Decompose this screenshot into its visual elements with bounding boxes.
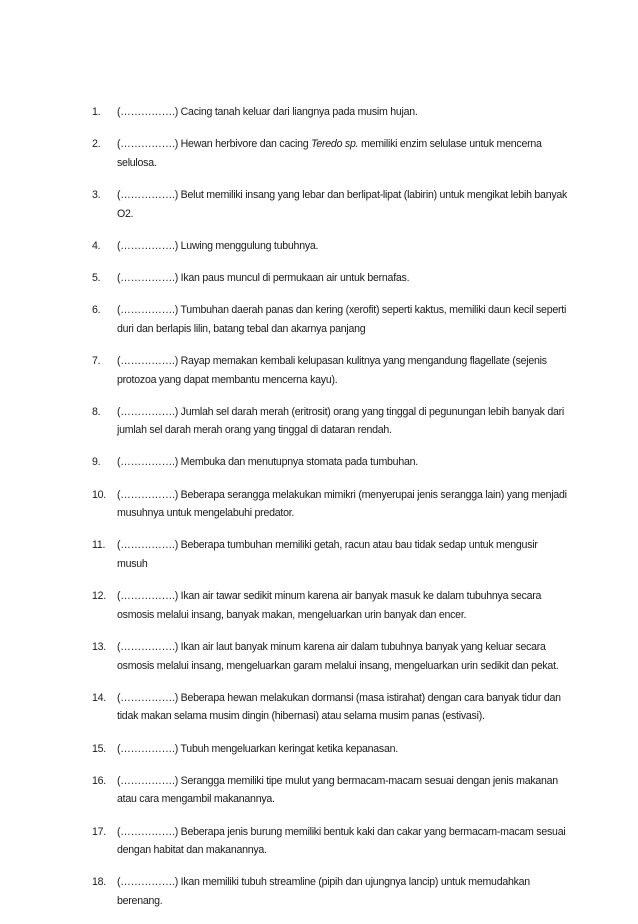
item-text: (…………….) Ikan paus muncul di permukaan air untuk bernafas. (117, 271, 410, 284)
item-number: 13. (92, 641, 106, 653)
list-item (92, 873, 570, 910)
list-item (92, 536, 570, 573)
item-number: 15. (92, 742, 106, 755)
item-number: 16. (92, 774, 106, 787)
question-list (92, 103, 570, 924)
item-text: (…………….) Cacing tanah keluar dari liangnya pada musim hujan. (117, 106, 418, 118)
item-text: (…………….) Ikan memiliki tubuh streamline (pipih dan ujungnya lancip) untuk memudahkan berenang. (117, 876, 530, 907)
item-text: (…………….) Luwing menggulung tubuhnya. (117, 239, 319, 252)
list-item (92, 823, 570, 860)
list-item (92, 587, 570, 624)
item-text: (…………….) Belut memiliki insang yang lebar dan berlipat-lipat (labirin) untuk mengikat lebih banyak O2. (117, 188, 568, 220)
item-number: 6. (92, 304, 101, 317)
list-item (92, 403, 570, 440)
item-text-part: memiliki enzim selulase untuk mencerna selulosa. (117, 138, 542, 169)
list-item (92, 352, 570, 389)
item-text: (…………….) Beberapa hewan melakukan dormansi (masa istirahat) dengan cara banyak tidur dan tidak makan selama musim dingin (hibernasi) atau selama musim panas (estivasi). (117, 691, 561, 723)
item-text-italic: Teredo sp. (311, 138, 359, 151)
item-number: 10. (92, 488, 106, 501)
list-item (92, 740, 570, 759)
item-text: (…………….) Beberapa jenis burung memiliki bentuk kaki dan cakar yang bermacam-macam sesuai dengan habitat dan makanannya. (117, 825, 566, 857)
item-text: (…………….) Ikan air tawar sedikit minum karena air banyak masuk ke dalam tubuhnya secara osmosis melalui insang, banyak makan, mengeluarkan urin banyak dan encer. (117, 590, 542, 621)
item-number: 5. (92, 271, 101, 284)
item-text: (…………….) Tumbuhan daerah panas dan kering (xerofit) seperti kaktus, memiliki daun kecil seperti duri dan berlapis lilin, batang tebal dan akarnya panjang (117, 304, 567, 335)
item-number: 11. (92, 539, 106, 552)
list-item (92, 103, 570, 122)
item-text: (…………….) Beberapa tumbuhan memiliki getah, racun atau bau tidak sedap untuk mengusir musuh (117, 539, 538, 571)
list-item (92, 186, 570, 223)
item-text-part: (…………….) Hewan herbivore dan cacing (117, 138, 312, 151)
item-text: (…………….) Rayap memakan kembali kelupasan kulitnya yang mengandung flagellate (sejenis protozoa yang dapat membantu mencerna kayu). (117, 354, 547, 386)
list-item (92, 301, 570, 338)
item-number: 17. (92, 825, 106, 838)
list-item (92, 269, 570, 288)
item-text: (…………….) Ikan air laut banyak minum karena air dalam tubuhnya banyak yang keluar secara osmosis melalui insang, mengeluarkan garam melalui insang, mengeluarkan urin sedikit dan pekat. (117, 641, 559, 672)
item-number: 9. (92, 456, 101, 469)
list-item (92, 135, 570, 172)
item-number: 8. (92, 405, 101, 418)
item-number: 12. (92, 590, 106, 603)
list-item (92, 237, 570, 256)
item-text: (…………….) Beberapa serangga melakukan mimikri (menyerupai jenis serangga lain) yang menjadi musuhnya untuk mengelabuhi predator. (117, 488, 567, 520)
item-text (117, 138, 542, 169)
item-text: (…………….) Membuka dan menutupnya stomata pada tumbuhan. (117, 456, 418, 469)
list-item (92, 486, 570, 523)
item-number: 3. (92, 188, 101, 201)
item-number: 1. (92, 106, 101, 118)
list-item (92, 638, 570, 675)
item-text: (…………….) Tubuh mengeluarkan keringat ketika kepanasan. (117, 742, 398, 755)
item-number: 2. (92, 138, 101, 151)
list-item (92, 453, 570, 472)
item-text: (…………….) Jumlah sel darah merah (eritrosit) orang yang tinggal di pegunungan lebih banyak dari jumlah sel darah merah orang yang tinggal di dataran rendah. (117, 405, 564, 437)
item-number: 7. (92, 354, 101, 367)
item-number: 18. (92, 876, 106, 889)
list-item (92, 689, 570, 726)
item-text: (…………….) Serangga memiliki tipe mulut yang bermacam-macam sesuai dengan jenis makanan atau cara mengambil makanannya. (117, 774, 558, 806)
item-number: 14. (92, 691, 106, 704)
item-number: 4. (92, 239, 101, 252)
list-item (92, 772, 570, 809)
